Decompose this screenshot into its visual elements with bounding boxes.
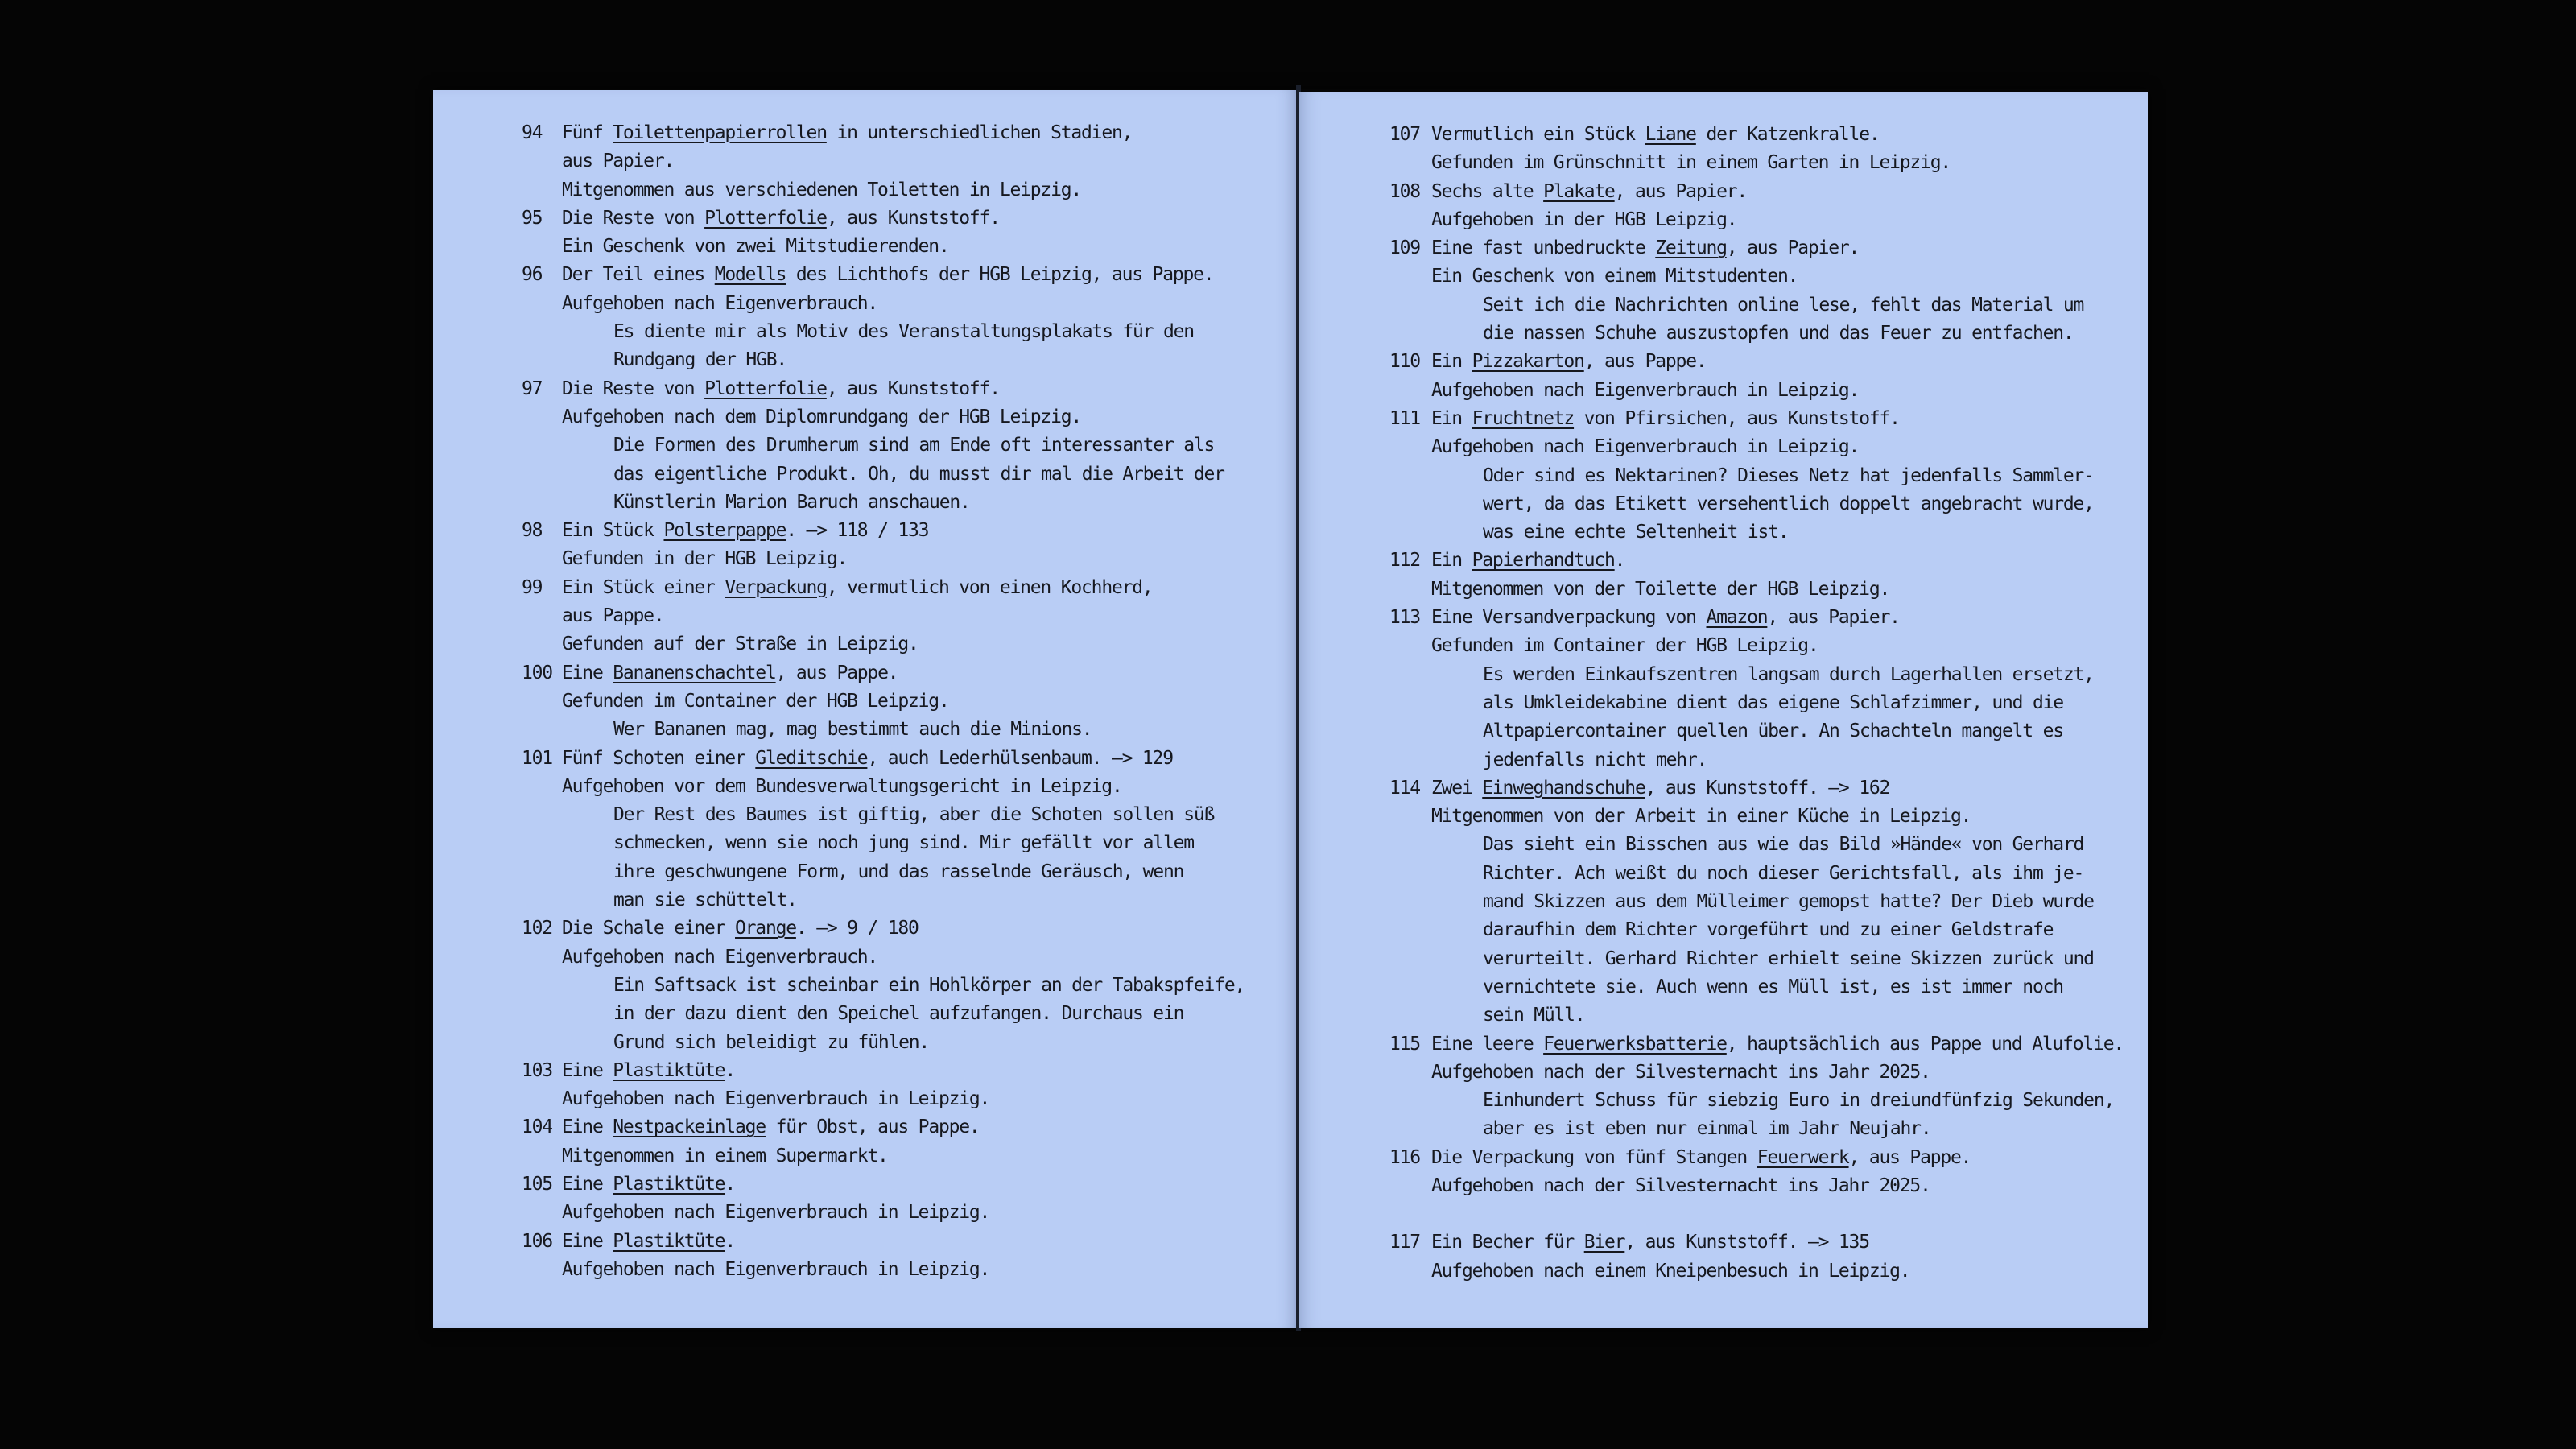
entry-line-text: für Obst, aus Pappe. (765, 1117, 980, 1138)
entry-line-text: Aufgehoben nach der Silvesternacht ins Jahr 2025. (1431, 1174, 1930, 1196)
entry-number: 115 (1389, 1033, 1420, 1055)
entry-line-text: Die Reste von (562, 378, 705, 399)
entry-line-text: Ein (1431, 550, 1472, 572)
entry-number: 99 (522, 576, 543, 598)
entry-number: 103 (522, 1059, 552, 1081)
entry-line (1431, 262, 2124, 291)
entry-line-text: . (724, 1230, 736, 1252)
entry-line-text: Eine (562, 1230, 613, 1252)
entry-line-text: schmecken, wenn sie noch jung sind. Mir gefällt vor allem (613, 832, 1194, 854)
entry-line (1431, 121, 2124, 149)
entry-line-text: Oder sind es Nektarinen? Dieses Netz hat jedenfalls Sammler- (1483, 464, 2094, 486)
catalog-entry (522, 574, 1245, 659)
entry-line (1431, 632, 2124, 660)
entry-line (1431, 547, 2124, 575)
entry-line (1431, 774, 2124, 803)
entry-line-text: Aufgehoben in der HGB Leipzig. (1431, 208, 1737, 230)
entry-text (1431, 121, 2124, 178)
entry-line-text: wert, da das Etikett versehentlich doppelt angebracht wurde, (1483, 493, 2094, 514)
entry-line (1431, 1172, 2124, 1200)
entry-annotation-line (1431, 1115, 2124, 1143)
catalog-entry (1389, 121, 2124, 178)
object-keyword: Plastiktüte (613, 1230, 725, 1252)
catalog-entry (1389, 604, 2124, 774)
object-keyword: Gleditschie (755, 747, 868, 769)
object-keyword: Zeitung (1655, 237, 1727, 259)
entry-line-text: , aus Papier. (1614, 180, 1748, 202)
object-keyword: Verpackung (724, 576, 827, 598)
entry-line (1431, 178, 2124, 206)
entry-annotation-line (562, 318, 1245, 346)
entry-annotation-line (1431, 860, 2124, 888)
entry-line-text: Gefunden im Grünschnitt in einem Garten in Leipzig. (1431, 152, 1951, 174)
entry-line-text: Aufgehoben nach Eigenverbrauch in Leipzig. (1431, 379, 1860, 401)
entry-line-text: des Lichthofs der HGB Leipzig, aus Pappe. (786, 264, 1214, 286)
entry-annotation-line (1431, 746, 2124, 774)
entry-line-text: Eine fast unbedruckte (1431, 237, 1656, 259)
entry-number: 94 (522, 122, 543, 143)
entry-annotation-line (562, 1000, 1245, 1028)
entry-line (562, 687, 1245, 716)
entry-line-text: Der Rest des Baumes ist giftig, aber die Schoten sollen süß (613, 804, 1215, 826)
entry-annotation-line (1431, 291, 2124, 320)
catalog-entry (522, 1057, 1245, 1114)
object-keyword: Bananenschachtel (613, 662, 776, 683)
entry-line-text: Eine (562, 662, 613, 683)
entry-line-text: Die Reste von (562, 207, 705, 229)
entry-text (562, 1057, 1245, 1114)
entry-line-text: Eine (562, 1117, 613, 1138)
entry-text (1431, 547, 2124, 604)
catalog-entry (1389, 547, 2124, 604)
entry-line-text: Aufgehoben nach Eigenverbrauch in Leipzig. (562, 1088, 990, 1110)
entry-spacer (1389, 1200, 2124, 1228)
entry-text (1431, 604, 2124, 774)
entry-line (562, 1113, 1245, 1141)
entry-line (1431, 377, 2124, 405)
entry-annotation-line (562, 489, 1245, 517)
entry-line (1431, 1228, 2124, 1257)
entry-number: 96 (522, 264, 543, 286)
entry-line-text: vernichtete sie. Auch wenn es Müll ist, es ist immer noch (1483, 976, 2063, 997)
object-keyword: Amazon (1706, 607, 1768, 629)
entry-annotation-line (1431, 518, 2124, 547)
entry-line (562, 261, 1245, 289)
entry-line-text: Aufgehoben nach Eigenverbrauch. (562, 292, 878, 314)
entry-annotation-line (1431, 1001, 2124, 1030)
entry-annotation-line (1431, 490, 2124, 518)
entry-line-text: Es werden Einkaufszentren langsam durch Lagerhallen ersetzt, (1483, 663, 2094, 685)
entry-line-text: Die Formen des Drumherum sind am Ende oft interessanter als (613, 435, 1215, 456)
entry-annotation-line (562, 858, 1245, 886)
object-keyword: Fruchtnetz (1472, 407, 1575, 429)
entry-line (1431, 149, 2124, 177)
entry-line (562, 745, 1245, 773)
entry-line-text: Ein Geschenk von zwei Mitstudierenden. (562, 236, 949, 258)
entry-number: 117 (1389, 1232, 1420, 1253)
entry-line-text: von Pfirsichen, aus Kunststoff. (1574, 407, 1900, 429)
entry-line-text: Ein (1431, 351, 1472, 373)
entry-text (562, 261, 1245, 374)
entry-line-text: Aufgehoben nach Eigenverbrauch in Leipzig. (1431, 436, 1860, 458)
catalog-entry (522, 659, 1245, 745)
catalog-entry (1389, 1030, 2124, 1144)
entry-number: 97 (522, 378, 543, 399)
entry-annotation-line (1431, 1087, 2124, 1115)
entry-annotation-line (1431, 973, 2124, 1001)
object-keyword: Plotterfolie (704, 207, 827, 229)
entry-line (562, 517, 1245, 545)
entry-line-text: , aus Kunststoff. (826, 207, 1000, 229)
entry-line-text: Eine (562, 1173, 613, 1195)
entry-line-text: Aufgehoben vor dem Bundesverwaltungsgericht in Leipzig. (562, 775, 1122, 797)
entry-line-text: , aus Pappe. (775, 662, 898, 683)
entry-line (562, 1199, 1245, 1227)
entry-line-text: Mitgenommen von der Arbeit in einer Küche in Leipzig. (1431, 806, 1971, 828)
entry-line-text: , aus Pappe. (1583, 351, 1707, 373)
entry-line (562, 1256, 1245, 1284)
entry-line-text: Ein Geschenk von einem Mitstudenten. (1431, 266, 1798, 287)
entry-line-text: Fünf Schoten einer (562, 747, 756, 769)
object-keyword: Plotterfolie (704, 378, 827, 399)
entry-text (1431, 348, 2124, 405)
entry-line (1431, 1257, 2124, 1286)
entry-line (1431, 1030, 2124, 1059)
catalog-entry (1389, 178, 2124, 235)
catalog-entry (522, 1170, 1245, 1228)
entry-annotation-line (562, 886, 1245, 914)
entry-text (1431, 1144, 2124, 1201)
entry-text (562, 914, 1245, 1056)
catalog-entry (522, 1113, 1245, 1170)
entry-text (1431, 1030, 2124, 1144)
entry-text (562, 1170, 1245, 1228)
entry-line-text: Rundgang der HGB. (613, 349, 787, 371)
entry-line-text: Zwei (1431, 777, 1483, 799)
entry-line-text: Eine Versandverpackung von (1431, 607, 1707, 629)
entry-text (1431, 405, 2124, 547)
entry-line-text: Mitgenommen von der Toilette der HGB Leipzig. (1431, 578, 1890, 600)
entry-line-text: Eine (562, 1059, 613, 1081)
entry-line-text: Ein Becher für (1431, 1232, 1584, 1253)
entry-line-text: verurteilt. Gerhard Richter erhielt seine Skizzen zurück und (1483, 947, 2094, 969)
entry-line-text: Mitgenommen aus verschiedenen Toiletten in Leipzig. (562, 179, 1082, 200)
entry-annotation-line (1431, 831, 2124, 859)
entry-text (562, 659, 1245, 745)
entry-line-text: , hauptsächlich aus Pappe und Alufolie. (1726, 1033, 2124, 1055)
entry-line-text: Mitgenommen in einem Supermarkt. (562, 1145, 888, 1166)
entry-line-text: in unterschiedlichen Stadien, (826, 122, 1133, 143)
entry-line (1431, 1059, 2124, 1087)
entry-text (1431, 774, 2124, 1030)
entry-line-text: in der dazu dient den Speichel aufzufangen. Durchaus ein (613, 1003, 1184, 1025)
entry-line-text: Vermutlich ein Stück (1431, 124, 1645, 145)
catalog-entry (522, 119, 1245, 204)
entry-line-text: . (724, 1173, 736, 1195)
entry-line (1431, 433, 2124, 461)
entry-line-text: als Umkleidekabine dient das eigene Schlafzimmer, und die (1483, 691, 2063, 713)
entry-line (1431, 405, 2124, 433)
entry-line-text: . (724, 1059, 736, 1081)
entry-line (1431, 234, 2124, 262)
object-keyword: Feuerwerk (1757, 1146, 1849, 1168)
entry-number: 101 (522, 747, 552, 769)
entry-line-text: , aus Kunststoff. —> 135 (1624, 1232, 1869, 1253)
object-keyword: Polsterpappe (663, 520, 786, 542)
entry-text (562, 574, 1245, 659)
entry-line-text: Ein Stück (562, 520, 664, 542)
entry-line (562, 1170, 1245, 1199)
entry-text (1431, 1228, 2124, 1286)
entry-number: 113 (1389, 607, 1420, 629)
object-keyword: Feuerwerksbatterie (1543, 1033, 1727, 1055)
entry-line-text: was eine echte Seltenheit ist. (1483, 522, 1789, 543)
entry-line-text: Aufgehoben nach dem Diplomrundgang der HGB Leipzig. (562, 406, 1082, 427)
entry-text (562, 375, 1245, 517)
catalog-entry (1389, 234, 2124, 348)
entry-annotation-line (1431, 717, 2124, 745)
entry-line-text: Gefunden im Container der HGB Leipzig. (562, 690, 949, 712)
entry-line-text: Gefunden in der HGB Leipzig. (562, 548, 848, 570)
entry-annotation-line (562, 716, 1245, 744)
entry-line (562, 233, 1245, 261)
entry-line-text: , aus Papier. (1726, 237, 1860, 259)
entry-number: 104 (522, 1117, 552, 1138)
entry-line (562, 659, 1245, 687)
entry-line-text: Sechs alte (1431, 180, 1544, 202)
entry-line-text: Aufgehoben nach Eigenverbrauch. (562, 946, 878, 968)
entry-line (562, 943, 1245, 972)
entry-text (1431, 178, 2124, 235)
object-keyword: Plakate (1543, 180, 1615, 202)
entry-number: 105 (522, 1173, 552, 1195)
entry-line-text: Gefunden im Container der HGB Leipzig. (1431, 635, 1818, 657)
entry-line-text: das eigentliche Produkt. Oh, du musst dir mal die Arbeit der (613, 463, 1224, 485)
entry-line-text: jedenfalls nicht mehr. (1483, 749, 1707, 770)
entry-annotation-line (1431, 888, 2124, 916)
entry-line-text: ihre geschwungene Form, und das rasselnde Geräusch, wenn (613, 861, 1184, 882)
object-keyword: Plastiktüte (613, 1173, 725, 1195)
entry-line (562, 375, 1245, 403)
object-keyword: Liane (1645, 124, 1696, 145)
entry-line-text: Aufgehoben nach einem Kneipenbesuch in Leipzig. (1431, 1260, 1910, 1282)
entry-line (562, 914, 1245, 943)
entry-number: 114 (1389, 777, 1420, 799)
entry-annotation-line (562, 972, 1245, 1000)
object-keyword: Bier (1583, 1232, 1625, 1253)
catalog-entry (522, 1228, 1245, 1285)
entry-number: 107 (1389, 124, 1420, 145)
catalog-entry (522, 375, 1245, 517)
entry-annotation-line (1431, 661, 2124, 689)
entry-number: 98 (522, 520, 543, 542)
entry-line (1431, 206, 2124, 234)
left-entry-list (522, 119, 1245, 1284)
entry-line-text: Eine leere (1431, 1033, 1544, 1055)
left-page (433, 90, 1298, 1328)
entry-line (562, 176, 1245, 204)
entry-line-text: Gefunden auf der Straße in Leipzig. (562, 634, 919, 655)
entry-number: 100 (522, 662, 552, 683)
entry-line-text: aus Papier. (562, 151, 675, 172)
entry-line (562, 1142, 1245, 1170)
entry-number: 111 (1389, 407, 1420, 429)
entry-line (562, 773, 1245, 801)
entry-line (562, 204, 1245, 233)
entry-line-text: Seit ich die Nachrichten online lese, fehlt das Material um (1483, 294, 2084, 316)
entry-line-text: daraufhin dem Richter vorgeführt und zu einer Geldstrafe (1483, 919, 2054, 941)
entry-line (1431, 1144, 2124, 1172)
catalog-entry (522, 914, 1245, 1056)
object-keyword: Toilettenpapierrollen (613, 122, 827, 143)
entry-annotation-line (562, 346, 1245, 374)
entry-number: 109 (1389, 237, 1420, 259)
entry-line-text: Das sieht ein Bisschen aus wie das Bild »Hände« von Gerhard (1483, 834, 2084, 856)
catalog-entry (522, 204, 1245, 262)
object-keyword: Orange (735, 918, 796, 939)
entry-line-text: , aus Papier. (1767, 607, 1900, 629)
entry-line (562, 147, 1245, 175)
entry-text (562, 517, 1245, 574)
catalog-entry (522, 745, 1245, 915)
entry-line (1431, 576, 2124, 604)
entry-line-text: Wer Bananen mag, mag bestimmt auch die Minions. (613, 719, 1092, 741)
entry-number: 116 (1389, 1146, 1420, 1168)
entry-line-text: . —> 118 / 133 (786, 520, 929, 542)
entry-number: 110 (1389, 351, 1420, 373)
entry-annotation-line (1431, 462, 2124, 490)
entry-line-text: man sie schüttelt. (613, 890, 797, 911)
entry-line (562, 1228, 1245, 1256)
entry-text (562, 1113, 1245, 1170)
entry-annotation-line (1431, 916, 2124, 944)
entry-line (1431, 803, 2124, 831)
entry-line-text: Der Teil eines (562, 264, 715, 286)
object-keyword: Nestpackeinlage (613, 1117, 766, 1138)
entry-line-text: der Katzenkralle. (1695, 124, 1880, 145)
entry-text (562, 119, 1245, 204)
object-keyword: Modells (714, 264, 786, 286)
entry-line-text: . —> 9 / 180 (795, 918, 919, 939)
catalog-entry (522, 517, 1245, 574)
entry-line-text: , aus Pappe. (1848, 1146, 1971, 1168)
object-keyword: Plastiktüte (613, 1059, 725, 1081)
entry-number: 106 (522, 1230, 552, 1252)
entry-annotation-line (562, 1029, 1245, 1057)
catalog-entry (1389, 1144, 2124, 1201)
entry-number: 95 (522, 207, 543, 229)
catalog-entry (1389, 1228, 2124, 1286)
entry-line-text: Ein (1431, 407, 1472, 429)
entry-line-text: Einhundert Schuss für siebzig Euro in dreiundfünfzig Sekunden, (1483, 1090, 2115, 1112)
entry-line-text: sein Müll. (1483, 1005, 1585, 1026)
entry-line-text: Aufgehoben nach Eigenverbrauch in Leipzig. (562, 1258, 990, 1280)
entry-line-text: Grund sich beleidigt zu fühlen. (613, 1031, 930, 1053)
catalog-entry (1389, 348, 2124, 405)
entry-line-text: die nassen Schuhe auszustopfen und das Feuer zu entfachen. (1483, 323, 2074, 345)
right-entry-list (1389, 121, 2124, 1286)
entry-line (1431, 604, 2124, 632)
entry-annotation-line (1431, 689, 2124, 717)
entry-text (1431, 234, 2124, 348)
object-keyword: Papierhandtuch (1472, 550, 1615, 572)
entry-annotation-line (562, 829, 1245, 857)
entry-number: 108 (1389, 180, 1420, 202)
entry-line-text: Künstlerin Marion Baruch anschauen. (613, 491, 970, 513)
entry-line-text: Ein Stück einer (562, 576, 725, 598)
entry-line (562, 630, 1245, 658)
object-keyword: Einweghandschuhe (1482, 777, 1645, 799)
entry-line-text: , aus Kunststoff. (826, 378, 1000, 399)
entry-line-text: Fünf (562, 122, 613, 143)
entry-line-text: mand Skizzen aus dem Mülleimer gemopst hatte? Der Dieb wurde (1483, 891, 2094, 913)
entry-line (1431, 348, 2124, 376)
entry-line-text: Aufgehoben nach Eigenverbrauch in Leipzig. (562, 1202, 990, 1224)
entry-line-text: Altpapiercontainer quellen über. An Schachteln mangelt es (1483, 720, 2063, 742)
object-keyword: Pizzakarton (1472, 351, 1584, 373)
right-page (1299, 92, 2148, 1328)
entry-line-text: Die Verpackung von fünf Stangen (1431, 1146, 1757, 1168)
entry-line-text: Die Schale einer (562, 918, 736, 939)
entry-text (562, 745, 1245, 915)
entry-line (562, 545, 1245, 573)
entry-text (562, 204, 1245, 262)
entry-line-text: Aufgehoben nach der Silvesternacht ins Jahr 2025. (1431, 1061, 1930, 1083)
entry-line-text: , auch Lederhülsenbaum. —> 129 (867, 747, 1173, 769)
entry-annotation-line (562, 801, 1245, 829)
entry-line (562, 602, 1245, 630)
entry-annotation-line (562, 460, 1245, 489)
entry-line (562, 403, 1245, 431)
entry-line-text: aber es ist eben nur einmal im Jahr Neujahr. (1483, 1118, 1931, 1140)
entry-line-text: aus Pappe. (562, 605, 664, 627)
entry-line-text: Es diente mir als Motiv des Veranstaltungsplakats für den (613, 321, 1194, 343)
entry-line-text: Richter. Ach weißt du noch dieser Gerichtsfall, als ihm je- (1483, 862, 2084, 884)
entry-line (562, 290, 1245, 318)
entry-annotation-line (562, 431, 1245, 460)
entry-annotation-line (1431, 320, 2124, 348)
entry-line (562, 574, 1245, 602)
entry-line (562, 119, 1245, 147)
entry-text (562, 1228, 1245, 1285)
catalog-entry (1389, 405, 2124, 547)
entry-number: 102 (522, 918, 552, 939)
entry-line (562, 1057, 1245, 1085)
entry-line-text: . (1614, 550, 1625, 572)
catalog-entry (522, 261, 1245, 374)
entry-annotation-line (1431, 945, 2124, 973)
catalog-entry (1389, 774, 2124, 1030)
entry-number: 112 (1389, 550, 1420, 572)
entry-line (562, 1085, 1245, 1113)
entry-line-text: , vermutlich von einen Kochherd, (826, 576, 1153, 598)
entry-line-text: Ein Saftsack ist scheinbar ein Hohlkörper an der Tabakspfeife, (613, 974, 1245, 996)
entry-line-text: , aus Kunststoff. —> 162 (1645, 777, 1890, 799)
